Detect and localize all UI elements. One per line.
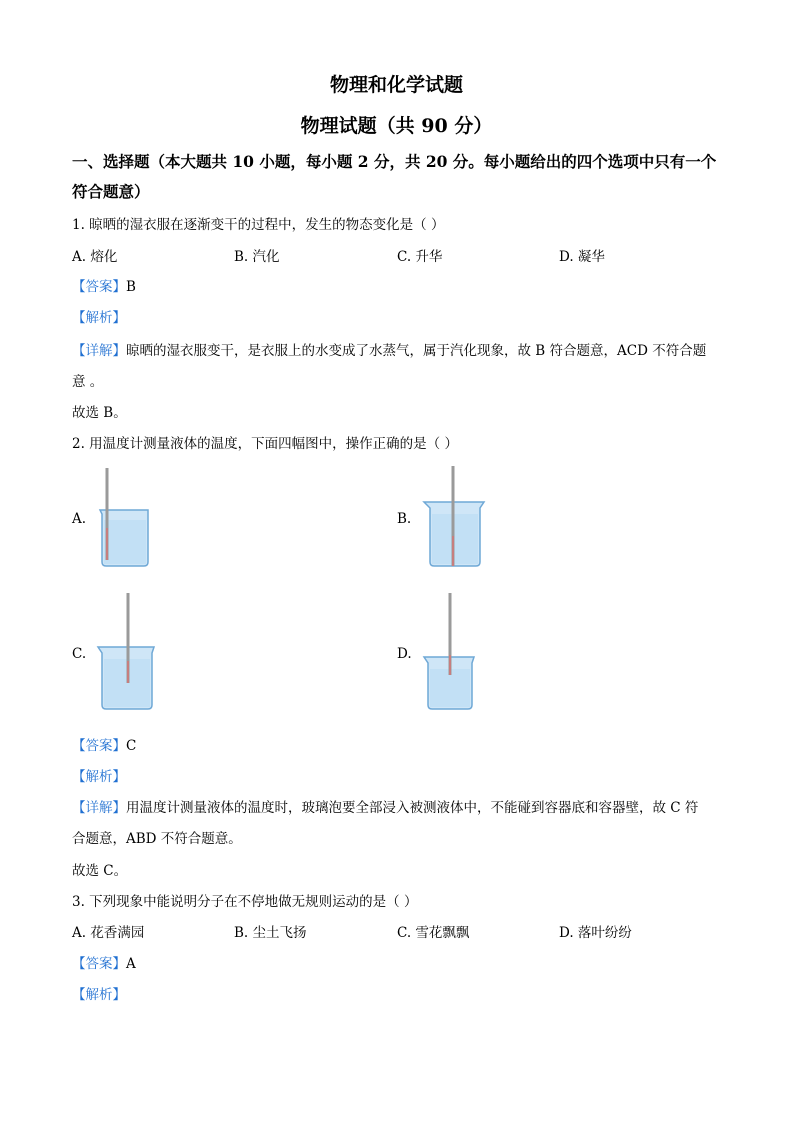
q1-option-b: B. 汽化 [234,249,280,265]
q3-option-d: D. 落叶纷纷 [559,925,632,941]
q2-detail-line1 [72,796,698,816]
q1-answer [72,275,136,295]
q3-option-c: C. 雪花飘飘 [397,925,470,941]
q1-option-d: D. 凝华 [559,249,605,265]
q2-option-a: A. [72,511,87,527]
q2-answer [72,734,136,754]
answer-value: C [126,738,137,754]
q2-analysis-tag: 【解析】 [72,769,126,785]
sub-title: 物理试题（共 90 分） [300,115,493,137]
section-heading-line2: 符合题意） [72,182,150,201]
question-1-stem: 1. 晾晒的湿衣服在逐渐变干的过程中，发生的物态变化是（ ） [72,217,445,233]
main-title: 物理和化学试题 [329,74,463,96]
detail-tag: 【详解】 [72,343,126,359]
detail-text: 晾晒的湿衣服变干，是衣服上的水变成了水蒸气，属于汽化现象，故 B 符合题意，ACD 不符合题 [126,343,707,359]
q2-detail-line2: 合题意，ABD 不符合题意。 [72,831,242,847]
detail-tag: 【详解】 [72,800,126,816]
q3-option-a: A. 花香满园 [72,925,145,941]
q2-option-d: D. [397,646,412,662]
q2-conclusion: 故选 C。 [72,863,128,879]
q1-conclusion: 故选 B。 [72,405,127,421]
q3-analysis-tag: 【解析】 [72,987,126,1003]
answer-tag: 【答案】 [72,956,126,972]
question-2-stem: 2. 用温度计测量液体的温度，下面四幅图中，操作正确的是（ ） [72,436,458,452]
beaker-figure-a [96,468,156,568]
detail-text: 用温度计测量液体的温度时，玻璃泡要全部浸入被测液体中，不能碰到容器底和容器壁，故 C 符 [126,800,699,816]
answer-tag: 【答案】 [72,279,126,295]
question-3-stem: 3. 下列现象中能说明分子在不停地做无规则运动的是（ ） [72,894,418,910]
q3-answer [72,952,136,972]
q1-option-a: A. 熔化 [72,249,118,265]
q1-detail-line1 [72,339,706,359]
q2-option-b: B. [397,511,412,527]
q2-option-c: C. [72,646,87,662]
q3-option-b: B. 尘土飞扬 [234,925,307,941]
beaker-figure-c [96,593,158,713]
q1-analysis-tag: 【解析】 [72,310,126,326]
answer-tag: 【答案】 [72,738,126,754]
beaker-figure-d [422,593,478,713]
q1-option-c: C. 升华 [397,249,443,265]
q1-detail-line2: 意 。 [72,374,104,390]
answer-value: A [126,956,136,972]
section-heading-line1: 一、选择题（本大题共 10 小题，每小题 2 分，共 20 分。每小题给出的四个选项中只有一个 [72,152,717,171]
beaker-figure-b [422,466,488,570]
answer-value: B [126,279,136,295]
